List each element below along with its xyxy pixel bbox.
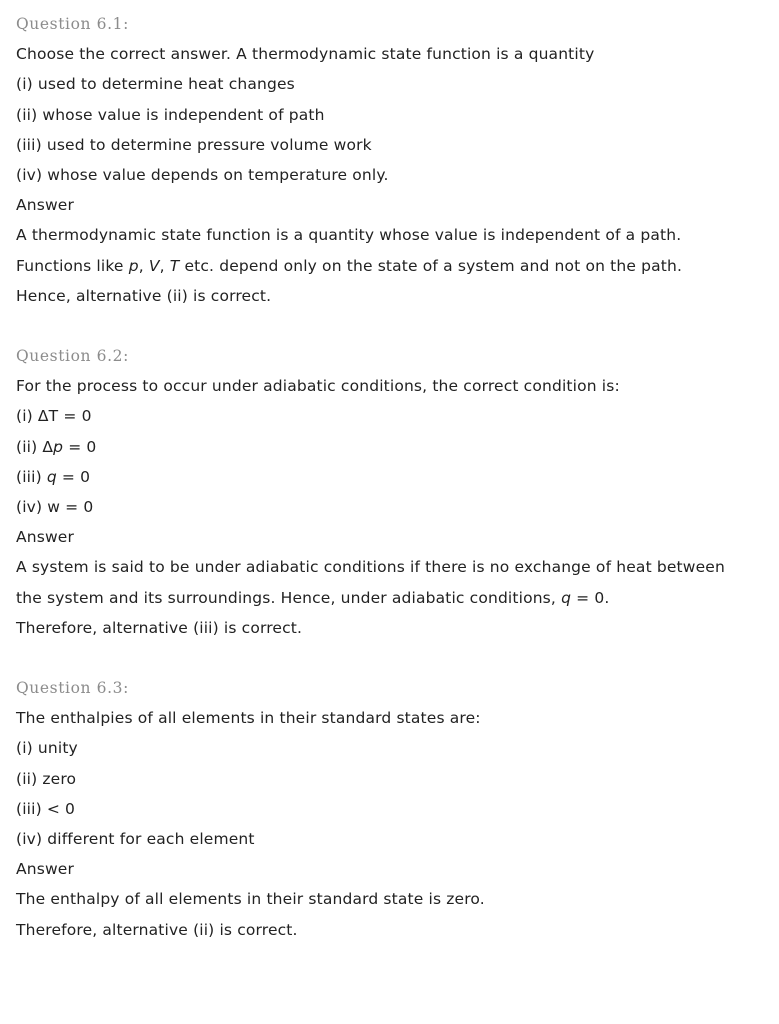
answer-line: A system is said to be under adiabatic conditions if there is no exchange of heat between <box>16 558 725 577</box>
question-prompt: Choose the correct answer. A thermodynamic state function is a quantity <box>16 45 595 64</box>
question-6-1 <box>16 9 769 311</box>
option-iii: (iii) q = 0 <box>16 467 91 486</box>
question-prompt: The enthalpies of all elements in their standard states are: <box>16 709 481 728</box>
question-6-3 <box>16 673 769 945</box>
answer-line: the system and its surroundings. Hence, under adiabatic conditions, q = 0. <box>16 588 610 607</box>
answer-line: The enthalpy of all elements in their standard state is zero. <box>16 890 485 909</box>
answer-line: Therefore, alternative (iii) is correct. <box>16 618 303 637</box>
question-title: Question 6.2: <box>16 347 129 365</box>
question-title: Question 6.3: <box>16 679 129 697</box>
option-iv: (iv) whose value depends on temperature only. <box>16 165 389 184</box>
answer-line: A thermodynamic state function is a quantity whose value is independent of a path. <box>16 226 682 245</box>
option-iii: (iii) < 0 <box>16 799 76 818</box>
answer-label: Answer <box>16 860 74 879</box>
option-iv: (iv) w = 0 <box>16 497 94 516</box>
option-ii: (ii) zero <box>16 769 77 788</box>
option-ii: (ii) whose value is independent of path <box>16 105 325 124</box>
answer-line: Hence, alternative (ii) is correct. <box>16 286 272 305</box>
question-prompt: For the process to occur under adiabatic conditions, the correct condition is: <box>16 377 620 396</box>
option-i: (i) ΔT = 0 <box>16 407 92 426</box>
option-iv: (iv) different for each element <box>16 829 255 848</box>
option-i: (i) used to determine heat changes <box>16 75 295 94</box>
question-title: Question 6.1: <box>16 15 129 33</box>
answer-label: Answer <box>16 528 74 547</box>
answer-line: Therefore, alternative (ii) is correct. <box>16 920 298 939</box>
option-i: (i) unity <box>16 739 78 758</box>
option-ii: (ii) Δp = 0 <box>16 437 97 456</box>
option-iii: (iii) used to determine pressure volume work <box>16 135 372 154</box>
answer-label: Answer <box>16 196 74 215</box>
answer-line: Functions like p, V, T etc. depend only on the state of a system and not on the path. <box>16 256 683 275</box>
question-6-2 <box>16 341 769 643</box>
